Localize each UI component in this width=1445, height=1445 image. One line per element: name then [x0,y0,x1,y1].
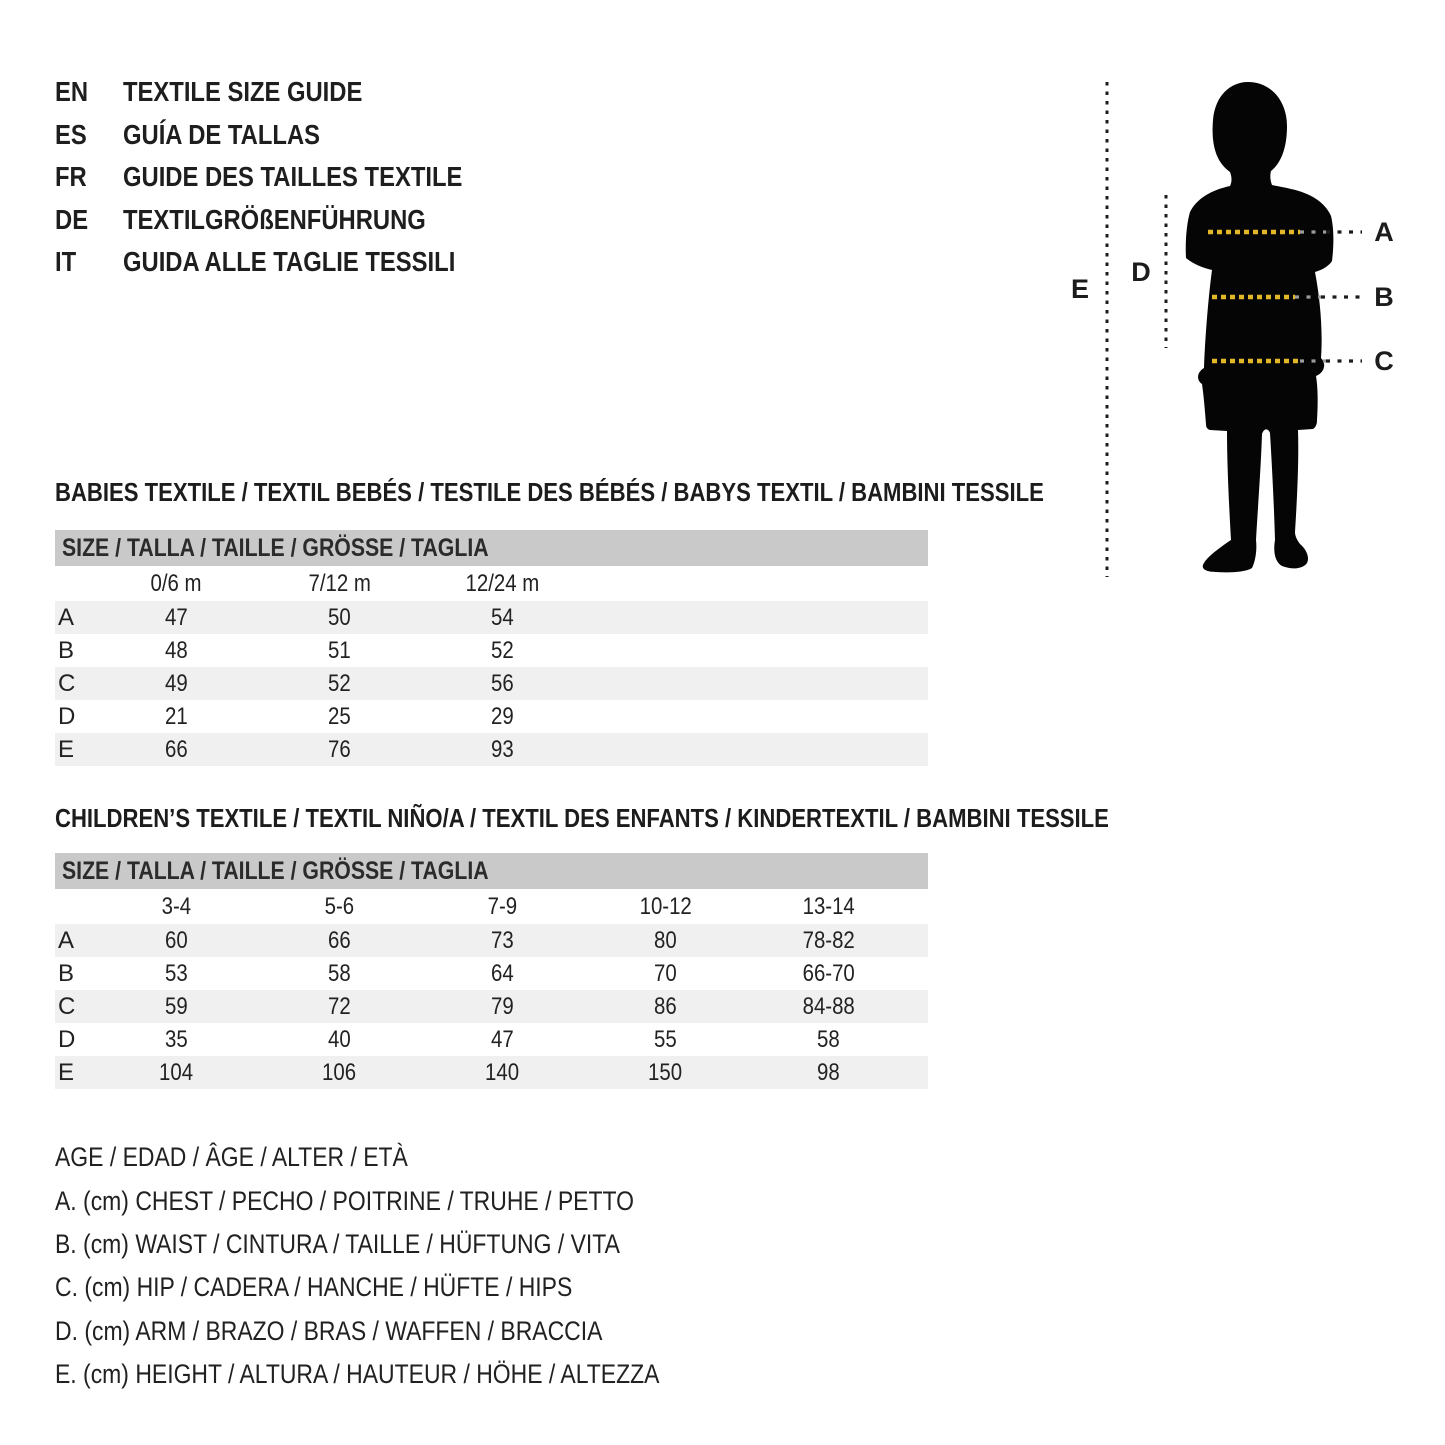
language-row-fr [55,156,522,199]
cell-value: 79 [491,992,514,1020]
label-arm-d: D [1131,257,1151,287]
cell-value: 47 [491,1025,514,1053]
babies-size-table [55,530,928,766]
children-size-table [55,853,928,1089]
cell-value: 80 [654,926,677,954]
cell-value: 98 [817,1058,840,1086]
table-row [55,924,928,957]
cell-value: 140 [485,1058,520,1086]
table-row [55,1023,928,1056]
table-row [55,1056,928,1089]
column-header: 10-12 [639,892,692,920]
language-title-block [55,71,522,284]
language-title: TEXTILE SIZE GUIDE [123,76,363,108]
legend-chest-line: A. (cm) CHEST / PECHO / POITRINE / TRUHE / PETTO [55,1185,634,1216]
legend-waist-line: B. (cm) WAIST / CINTURA / TAILLE / HÜFTUNG / VITA [55,1228,620,1259]
legend-height-line: E. (cm) HEIGHT / ALTURA / HAUTEUR / HÖHE / ALTEZZA [55,1359,660,1390]
cell-value: 35 [165,1025,188,1053]
cell-value: 53 [165,959,188,987]
cell-value: 58 [817,1025,840,1053]
row-label: A [58,926,75,954]
cell-value: 84-88 [802,992,855,1020]
cell-value: 40 [328,1025,351,1053]
children-column-header-row [55,889,928,924]
column-header: 5-6 [324,892,355,920]
cell-value: 54 [491,603,514,631]
row-label: B [58,959,75,987]
cell-value: 56 [491,669,514,697]
cell-value: 150 [648,1058,683,1086]
label-hip-c: C [1374,346,1394,376]
label-height-e: E [1070,274,1090,304]
language-code: EN [55,76,89,108]
cell-value: 70 [654,959,677,987]
language-code: FR [55,161,87,193]
cell-value: 106 [322,1058,357,1086]
cell-value: 59 [165,992,188,1020]
cell-value: 86 [654,992,677,1020]
column-header: 7/12 m [308,569,371,597]
column-header: 13-14 [802,892,855,920]
legend-age-line: AGE / EDAD / ÂGE / ALTER / ETÀ [55,1142,408,1173]
column-header: 0/6 m [150,569,203,597]
table-row [55,634,928,667]
cell-value: 78-82 [802,926,855,954]
cell-value: 104 [159,1058,194,1086]
language-row-de [55,199,522,242]
babies-column-header-row [55,566,928,601]
children-table-title: CHILDREN’S TEXTILE / TEXTIL NIÑO/A / TEXTIL DES ENFANTS / KINDERTEXTIL / BAMBINI TESSILE [55,803,1109,833]
cell-value: 76 [328,735,351,763]
cell-value: 66-70 [802,959,855,987]
column-header: 12/24 m [465,569,540,597]
cell-value: 55 [654,1025,677,1053]
language-code: IT [55,246,77,278]
cell-value: 66 [165,735,188,763]
cell-value: 52 [328,669,351,697]
language-title: GUIDA ALLE TAGLIE TESSILI [123,246,456,278]
column-header: 7-9 [487,892,518,920]
cell-value: 66 [328,926,351,954]
babies-size-header-bar: SIZE / TALLA / TAILLE / GRÖSSE / TAGLIA [55,530,928,566]
table-row [55,700,928,733]
row-label: D [58,1025,76,1053]
cell-value: 93 [491,735,514,763]
cell-value: 50 [328,603,351,631]
row-label: C [58,992,76,1020]
label-chest-a: A [1374,217,1394,247]
babies-table-title: BABIES TEXTILE / TEXTIL BEBÉS / TESTILE DES BÉBÉS / BABYS TEXTIL / BAMBINI TESSILE [55,477,1044,507]
row-label: B [58,636,75,664]
label-waist-b: B [1374,282,1394,312]
measurement-figure [1055,70,1405,585]
language-row-es [55,114,522,157]
language-row-it [55,241,522,284]
language-title: TEXTILGRÖßENFÜHRUNG [123,203,426,235]
row-label: E [58,1058,75,1086]
row-label: E [58,735,75,763]
measurement-legend [55,1136,766,1396]
cell-value: 72 [328,992,351,1020]
cell-value: 29 [491,702,514,730]
cell-value: 48 [165,636,188,664]
row-label: D [58,702,76,730]
cell-value: 52 [491,636,514,664]
table-row [55,733,928,766]
cell-value: 73 [491,926,514,954]
cell-value: 51 [328,636,351,664]
column-header: 3-4 [161,892,192,920]
table-row [55,990,928,1023]
cell-value: 47 [165,603,188,631]
row-label: C [58,669,76,697]
language-code: DE [55,203,89,235]
table-row [55,601,928,634]
table-row [55,957,928,990]
legend-hip-line: C. (cm) HIP / CADERA / HANCHE / HÜFTE / HIPS [55,1272,573,1303]
cell-value: 64 [491,959,514,987]
language-title: GUÍA DE TALLAS [123,118,321,150]
row-label: A [58,603,75,631]
cell-value: 21 [165,702,188,730]
language-row-en [55,71,522,114]
cell-value: 60 [165,926,188,954]
legend-arm-line: D. (cm) ARM / BRAZO / BRAS / WAFFEN / BRACCIA [55,1315,603,1346]
children-size-header-bar: SIZE / TALLA / TAILLE / GRÖSSE / TAGLIA [55,853,928,889]
cell-value: 49 [165,669,188,697]
cell-value: 58 [328,959,351,987]
cell-value: 25 [328,702,351,730]
language-code: ES [55,118,87,150]
language-title: GUIDE DES TAILLES TEXTILE [123,161,463,193]
table-row [55,667,928,700]
